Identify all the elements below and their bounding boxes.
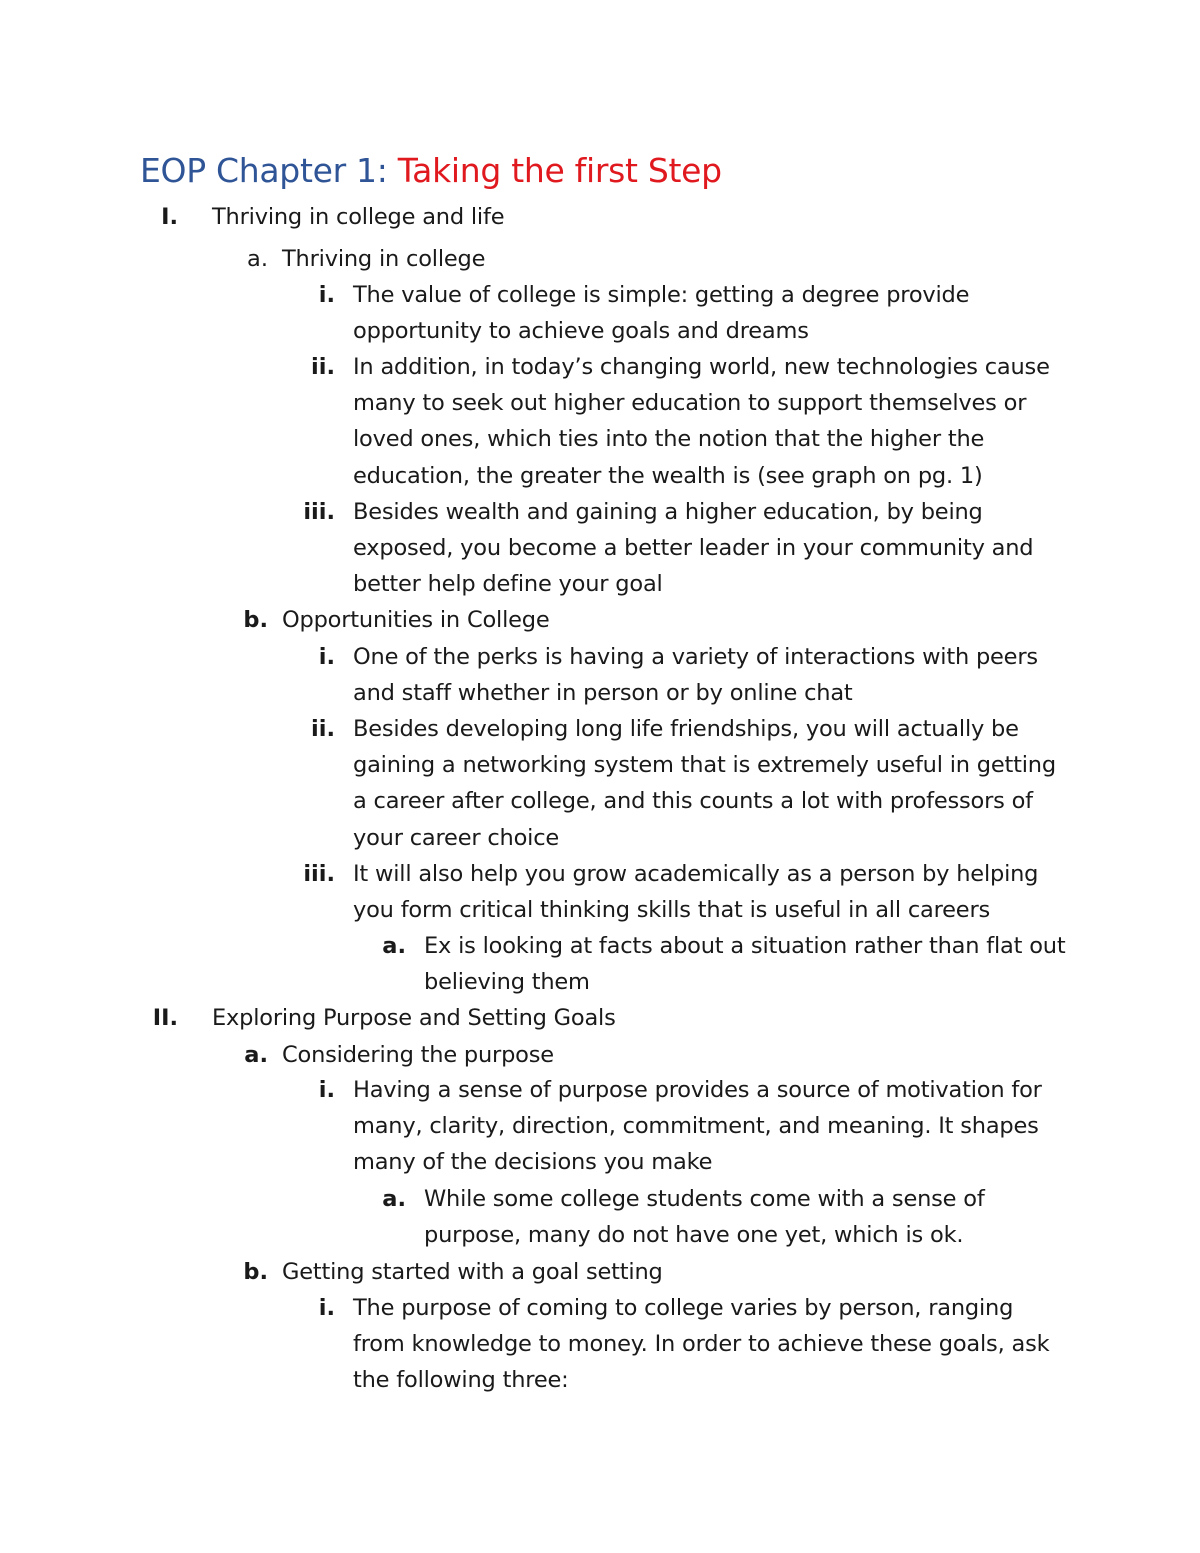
outline-text-line: the following three: bbox=[353, 1367, 569, 1394]
outline-text-line: a career after college, and this counts a lot with professors of bbox=[353, 788, 1033, 815]
outline-text-line: purpose, many do not have one yet, which is ok. bbox=[424, 1222, 964, 1249]
outline-text-line: Besides wealth and gaining a higher education, by being bbox=[353, 499, 983, 525]
outline-marker: a. bbox=[382, 1186, 406, 1212]
outline-marker: II. bbox=[152, 1005, 178, 1031]
outline-text-line: opportunity to achieve goals and dreams bbox=[353, 318, 809, 345]
outline-text-line: many, clarity, direction, commitment, and meaning. It shapes bbox=[353, 1113, 1039, 1140]
title-prefix: EOP Chapter 1: bbox=[140, 151, 398, 190]
outline-text-line: from knowledge to money. In order to achieve these goals, ask bbox=[353, 1331, 1050, 1358]
outline-marker: ii. bbox=[311, 716, 335, 742]
outline-text-line: Thriving in college bbox=[282, 246, 486, 272]
outline-text-line: One of the perks is having a variety of interactions with peers bbox=[353, 644, 1038, 670]
outline-text-line: The purpose of coming to college varies by person, ranging bbox=[353, 1295, 1014, 1321]
outline-text-line: Considering the purpose bbox=[282, 1042, 554, 1068]
outline-text-line: Besides developing long life friendships, you will actually be bbox=[353, 716, 1019, 742]
outline-text-line: In addition, in today’s changing world, new technologies cause bbox=[353, 354, 1050, 380]
outline-text-line: exposed, you become a better leader in your community and bbox=[353, 535, 1034, 562]
outline-marker: i. bbox=[318, 282, 335, 308]
outline-marker: iii. bbox=[303, 499, 335, 525]
outline-marker: i. bbox=[318, 644, 335, 670]
outline-text-line: Having a sense of purpose provides a source of motivation for bbox=[353, 1077, 1042, 1103]
outline-text-line: loved ones, which ties into the notion that the higher the bbox=[353, 426, 985, 453]
outline-text-line: you form critical thinking skills that is useful in all careers bbox=[353, 897, 991, 924]
outline-text-line: Thriving in college and life bbox=[212, 204, 505, 230]
outline-text-line: your career choice bbox=[353, 824, 560, 851]
outline-text-line: gaining a networking system that is extremely useful in getting bbox=[353, 752, 1056, 779]
outline-text-line: better help define your goal bbox=[353, 571, 663, 598]
outline-text-line: It will also help you grow academically as a person by helping bbox=[353, 861, 1039, 887]
title-highlight: Taking the first Step bbox=[397, 151, 722, 190]
outline-marker: I. bbox=[161, 204, 178, 230]
outline-text-line: Getting started with a goal setting bbox=[282, 1259, 663, 1285]
outline-text-line: many of the decisions you make bbox=[353, 1149, 713, 1176]
outline-text-line: Ex is looking at facts about a situation rather than flat out bbox=[424, 933, 1066, 959]
outline-marker: a. bbox=[382, 933, 406, 959]
outline-text-line: many to seek out higher education to support themselves or bbox=[353, 390, 1027, 417]
outline-text-line: The value of college is simple: getting a degree provide bbox=[353, 282, 970, 308]
outline-text-line: Opportunities in College bbox=[282, 607, 550, 633]
outline-text-line: While some college students come with a sense of bbox=[424, 1186, 985, 1212]
outline-text-line: believing them bbox=[424, 969, 590, 996]
page-title bbox=[140, 146, 722, 196]
outline-marker: a. bbox=[247, 246, 268, 272]
outline-marker: ii. bbox=[311, 354, 335, 380]
outline-marker: i. bbox=[318, 1077, 335, 1103]
outline-text-line: education, the greater the wealth is (see graph on pg. 1) bbox=[353, 462, 983, 489]
outline-marker: iii. bbox=[303, 861, 335, 887]
outline-text-line: Exploring Purpose and Setting Goals bbox=[212, 1005, 616, 1031]
outline-marker: b. bbox=[243, 607, 268, 633]
outline-text-line: and staff whether in person or by online chat bbox=[353, 680, 853, 707]
outline-marker: a. bbox=[244, 1042, 268, 1068]
outline-marker: b. bbox=[243, 1259, 268, 1285]
outline-marker: i. bbox=[318, 1295, 335, 1321]
